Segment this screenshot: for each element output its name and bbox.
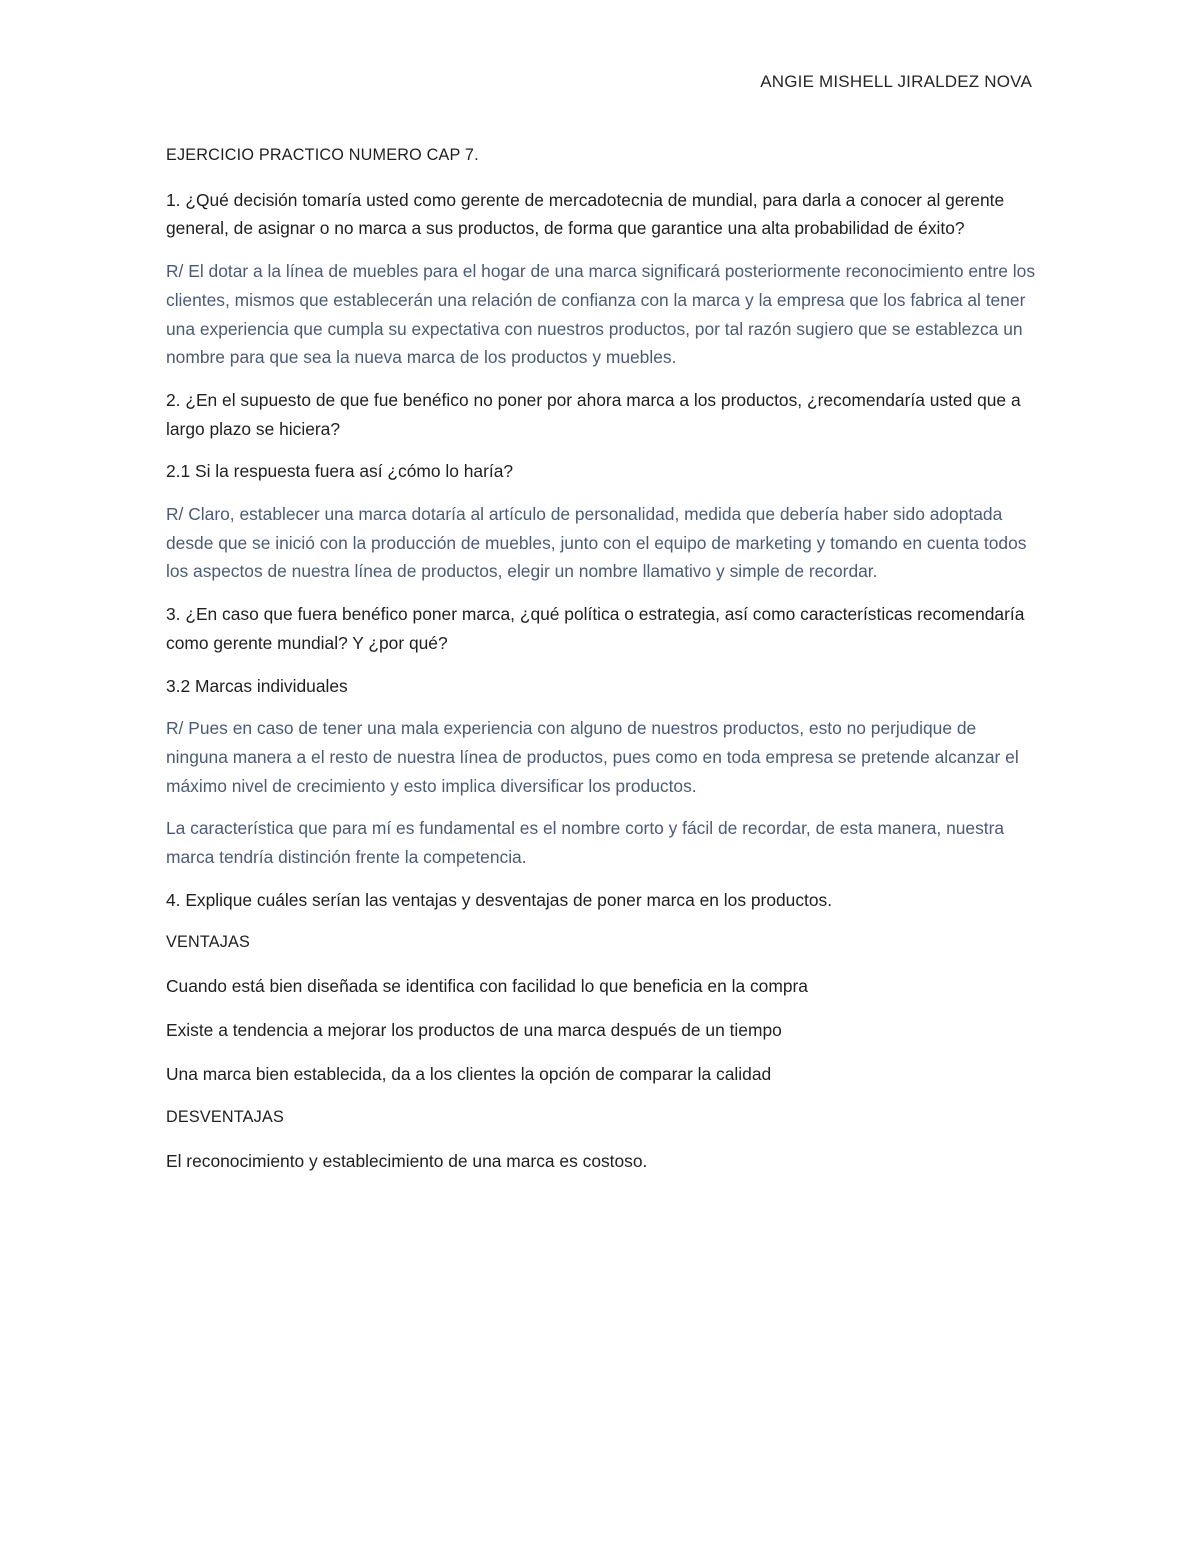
answer-3-extra: La característica que para mí es fundamental es el nombre corto y fácil de recordar, de esta manera, nuestra marca tendría distinción frente la competencia. [166, 818, 1005, 868]
answer-2: R/ Claro, establecer una marca dotaría al artículo de personalidad, medida que debería haber sido adoptada desde que se inició con la producción de muebles, junto con el equipo de marketing y tomando en cuenta todos los aspectos de nuestra línea de productos, elegir un nombre llamativo y simple de recordar. [166, 504, 1027, 582]
question-2-1: 2.1 Si la respuesta fuera así ¿cómo lo haría? [166, 461, 514, 482]
ventaja-1: Cuando está bien diseñada se identifica con facilidad lo que beneficia en la compra [166, 976, 808, 997]
answer-1: R/ El dotar a la línea de muebles para el hogar de una marca significará posteriormente reconocimiento entre los clientes, mismos que establecerán una relación de confianza con la marca y la empresa que los fabrica al tener una experiencia que cumpla su expectativa con nuestros productos, por tal razón sugiero que se establezca un nombre para que sea la nueva marca de los productos y muebles. [166, 261, 1036, 368]
ventaja-3: Una marca bien establecida, da a los clientes la opción de comparar la calidad [166, 1063, 772, 1084]
author-name-header: ANGIE MISHELL JIRALDEZ NOVA [760, 72, 1032, 91]
document-title: EJERCICIO PRACTICO NUMERO CAP 7. [166, 146, 479, 164]
ventajas-heading: VENTAJAS [166, 933, 251, 952]
question-3-2: 3.2 Marcas individuales [166, 675, 348, 696]
question-2: 2. ¿En el supuesto de que fue benéfico no poner por ahora marca a los productos, ¿recomendaría usted que a largo plazo se hiciera? [166, 389, 1021, 439]
desventajas-heading: DESVENTAJAS [166, 1108, 284, 1127]
question-3: 3. ¿En caso que fuera benéfico poner marca, ¿qué política o estrategia, así como características recomendaría como gerente mundial? Y ¿por qué? [166, 604, 1025, 653]
document-body [166, 141, 1041, 1191]
question-1: 1. ¿Qué decisión tomaría usted como gerente de mercadotecnia de mundial, para darla a conocer al gerente general, de asignar o no marca a sus productos, de forma que garantice una alta probabilidad de éxito? [166, 189, 1005, 239]
answer-3: R/ Pues en caso de tener una mala experiencia con alguno de nuestros productos, esto no perjudique de ninguna manera a el resto de nuestra línea de productos, pues como en toda empresa se pretende alcanzar el máximo nivel de crecimiento y esto implica diversificar los productos. [166, 718, 1019, 796]
desventaja-1: El reconocimiento y establecimiento de una marca es costoso. [166, 1150, 648, 1171]
ventaja-2: Existe a tendencia a mejorar los productos de una marca después de un tiempo [166, 1019, 782, 1040]
question-4: 4. Explique cuáles serían las ventajas y desventajas de poner marca en los productos. [166, 889, 833, 910]
